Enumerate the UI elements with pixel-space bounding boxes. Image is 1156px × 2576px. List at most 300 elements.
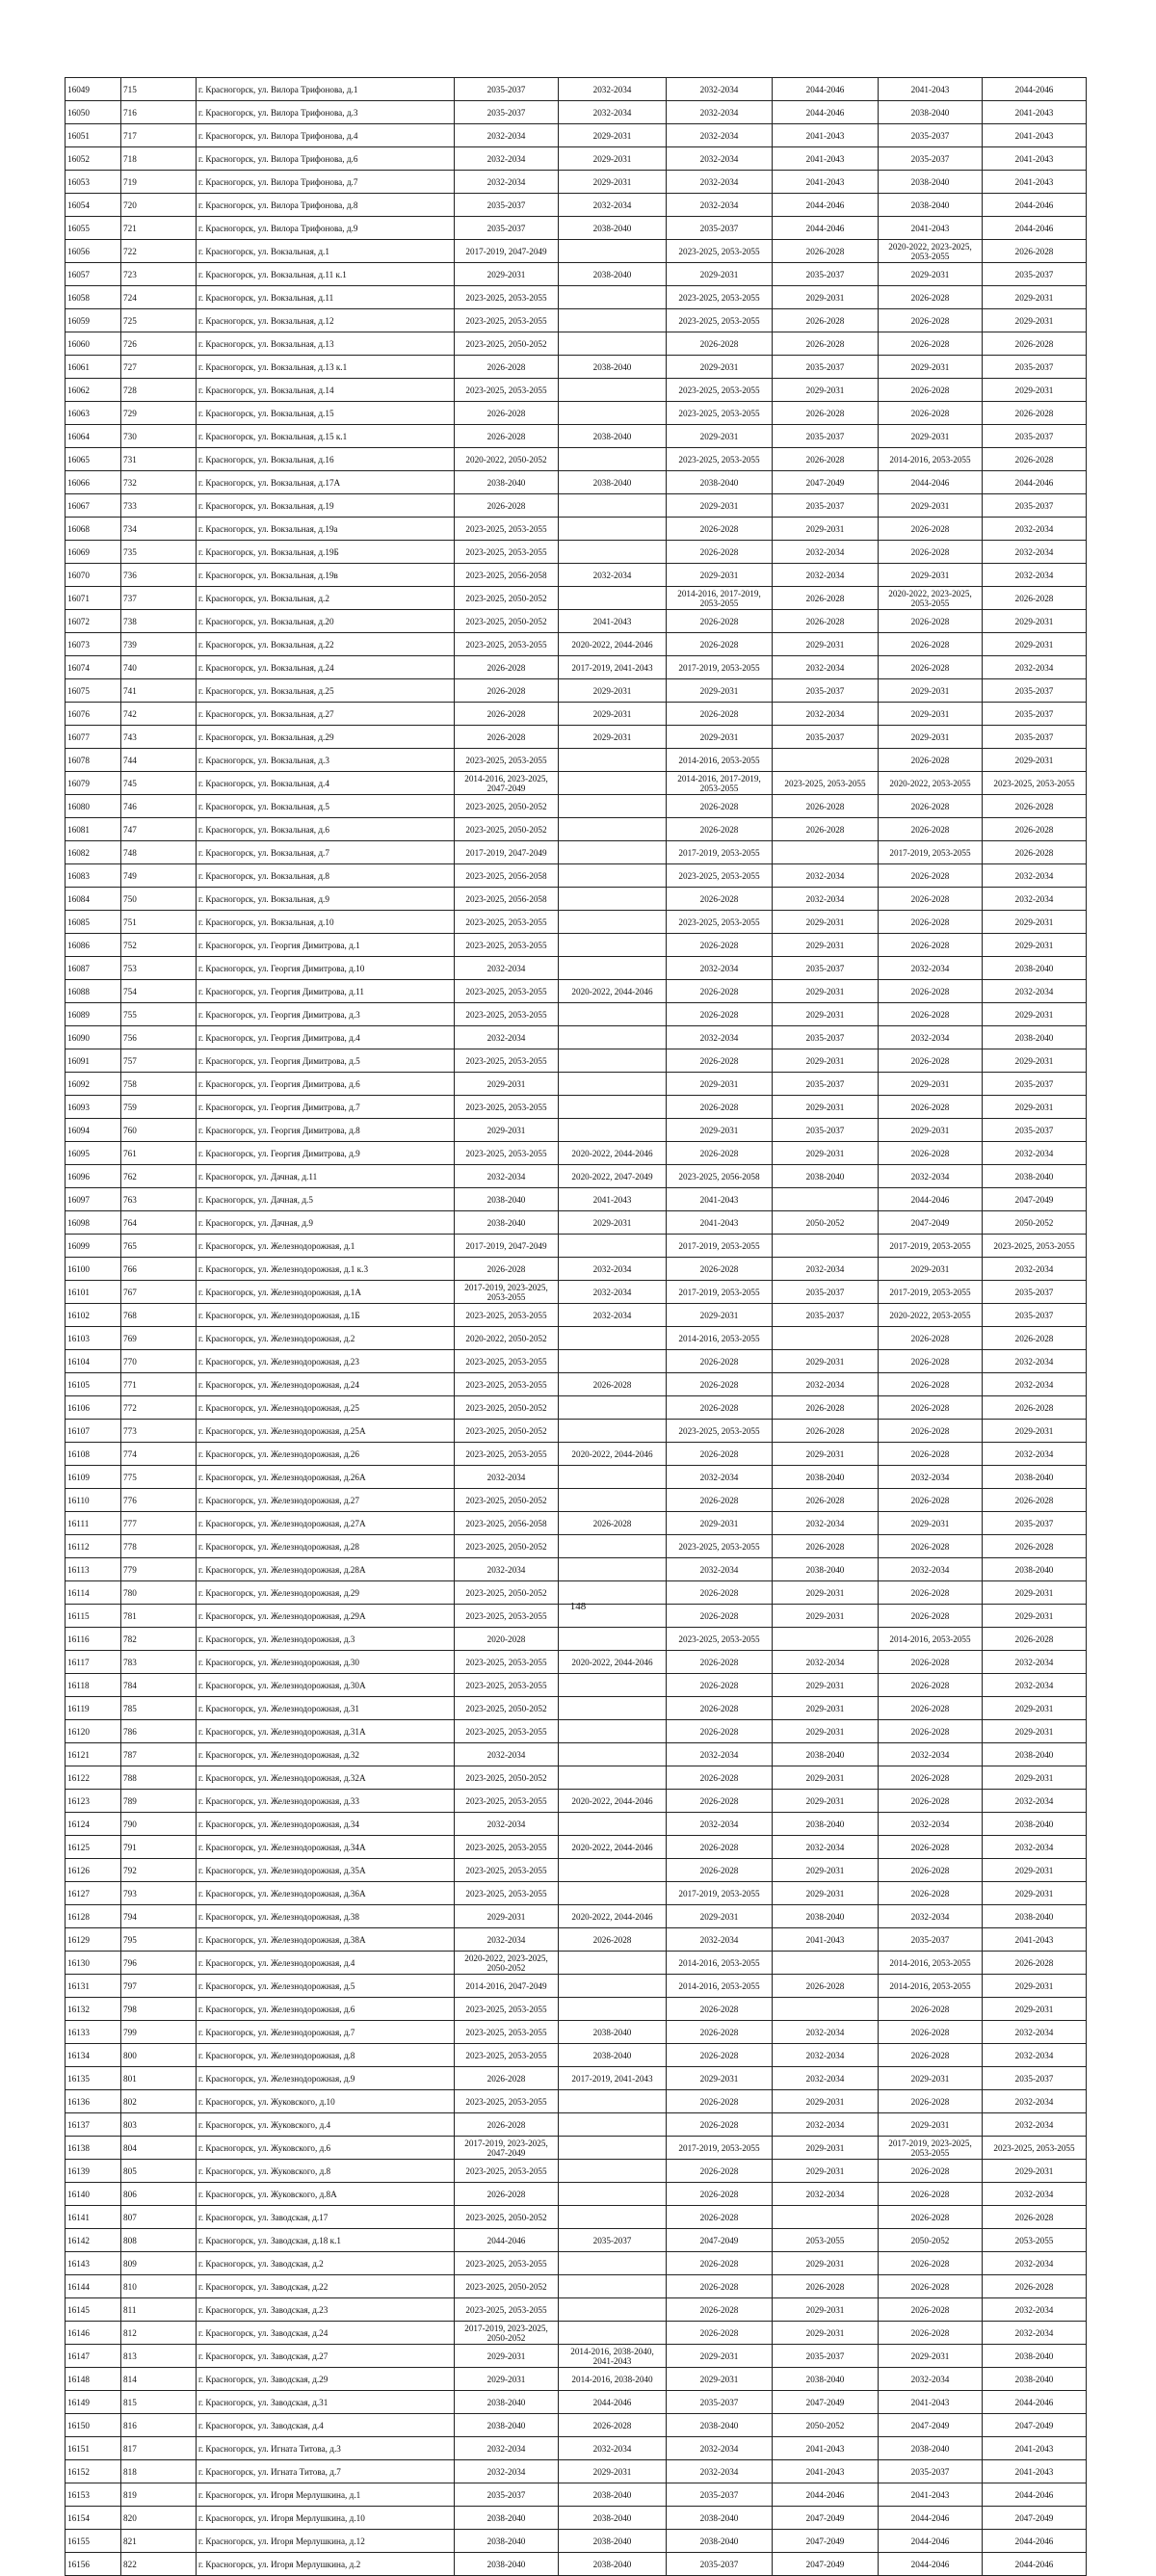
table-row	[66, 587, 1087, 610]
row-id-cell: 16140	[66, 2183, 121, 2206]
period-cell-4: 2032-2034	[773, 864, 879, 888]
table-row	[66, 2437, 1087, 2460]
table-row	[66, 471, 1087, 494]
row-id-cell: 16086	[66, 934, 121, 957]
period-cell-1: 2032-2034	[455, 1928, 559, 1952]
period-cell-3: 2026-2028	[667, 633, 773, 656]
period-cell-4: 2029-2031	[773, 1581, 879, 1605]
period-cell-2: 2029-2031	[559, 679, 667, 703]
period-cell-2	[559, 1327, 667, 1350]
period-cell-6: 2026-2028	[983, 795, 1087, 818]
address-cell: г. Красногорск, ул. Железнодорожная, д.34	[197, 1813, 455, 1836]
address-cell: г. Красногорск, ул. Железнодорожная, д.1А	[197, 1281, 455, 1304]
item-number-cell: 754	[121, 980, 197, 1003]
address-cell: г. Красногорск, ул. Железнодорожная, д.1Б	[197, 1304, 455, 1327]
row-id-cell: 16074	[66, 656, 121, 679]
period-cell-1: 2032-2034	[455, 1026, 559, 1049]
period-cell-6: 2029-2031	[983, 2160, 1087, 2183]
period-cell-1: 2023-2025, 2053-2055	[455, 309, 559, 332]
period-cell-6: 2029-2031	[983, 1998, 1087, 2021]
address-cell: г. Красногорск, ул. Вокзальная, д.12	[197, 309, 455, 332]
period-cell-1: 2017-2019, 2047-2049	[455, 841, 559, 864]
period-cell-4: 2041-2043	[773, 124, 879, 147]
table-row	[66, 1119, 1087, 1142]
period-cell-2	[559, 1674, 667, 1697]
period-cell-6: 2032-2034	[983, 2322, 1087, 2345]
address-cell: г. Красногорск, ул. Георгия Димитрова, д.1	[197, 934, 455, 957]
period-cell-2: 2038-2040	[559, 425, 667, 448]
period-cell-1: 2023-2025, 2050-2052	[455, 795, 559, 818]
period-cell-6: 2041-2043	[983, 171, 1087, 194]
period-cell-1: 2020-2022, 2050-2052	[455, 448, 559, 471]
row-id-cell: 16127	[66, 1882, 121, 1905]
item-number-cell: 747	[121, 818, 197, 841]
period-cell-6: 2032-2034	[983, 2183, 1087, 2206]
period-cell-1: 2029-2031	[455, 2345, 559, 2368]
address-cell: г. Красногорск, ул. Дачная, д.9	[197, 1211, 455, 1235]
row-id-cell: 16118	[66, 1674, 121, 1697]
period-cell-1: 2032-2034	[455, 124, 559, 147]
period-cell-1: 2023-2025, 2053-2055	[455, 1998, 559, 2021]
row-id-cell: 16125	[66, 1836, 121, 1859]
period-cell-3: 2026-2028	[667, 2275, 773, 2298]
item-number-cell: 719	[121, 171, 197, 194]
table-row	[66, 1281, 1087, 1304]
period-cell-4: 2038-2040	[773, 1165, 879, 1188]
period-cell-1: 2023-2025, 2053-2055	[455, 1790, 559, 1813]
row-id-cell: 16056	[66, 240, 121, 263]
period-cell-6: 2026-2028	[983, 1396, 1087, 1420]
period-cell-2: 2038-2040	[559, 356, 667, 379]
table-row	[66, 1466, 1087, 1489]
period-cell-6: 2032-2034	[983, 2298, 1087, 2322]
period-cell-5: 2026-2028	[879, 1674, 983, 1697]
period-cell-2: 2038-2040	[559, 2553, 667, 2576]
table-row	[66, 864, 1087, 888]
period-cell-1: 2023-2025, 2053-2055	[455, 1443, 559, 1466]
item-number-cell: 764	[121, 1211, 197, 1235]
period-cell-3: 2026-2028	[667, 1581, 773, 1605]
row-id-cell: 16145	[66, 2298, 121, 2322]
item-number-cell: 799	[121, 2021, 197, 2044]
row-id-cell: 16066	[66, 471, 121, 494]
period-cell-1: 2029-2031	[455, 1073, 559, 1096]
period-cell-2: 2032-2034	[559, 1281, 667, 1304]
period-cell-5: 2041-2043	[879, 78, 983, 101]
period-cell-5: 2035-2037	[879, 1928, 983, 1952]
period-cell-4: 2026-2028	[773, 1535, 879, 1558]
period-cell-6: 2032-2034	[983, 1258, 1087, 1281]
row-id-cell: 16098	[66, 1211, 121, 1235]
period-cell-2	[559, 1235, 667, 1258]
item-number-cell: 723	[121, 263, 197, 286]
period-cell-6: 2032-2034	[983, 1790, 1087, 1813]
address-cell: г. Красногорск, ул. Вилора Трифонова, д.1	[197, 78, 455, 101]
period-cell-4: 2029-2031	[773, 2160, 879, 2183]
address-cell: г. Красногорск, ул. Вокзальная, д.3	[197, 749, 455, 772]
period-cell-1: 2023-2025, 2053-2055	[455, 541, 559, 564]
period-cell-3: 2029-2031	[667, 356, 773, 379]
period-cell-6: 2032-2034	[983, 1836, 1087, 1859]
period-cell-5: 2032-2034	[879, 1905, 983, 1928]
period-cell-4: 2029-2031	[773, 1003, 879, 1026]
period-cell-4: 2026-2028	[773, 818, 879, 841]
period-cell-2: 2038-2040	[559, 2044, 667, 2067]
row-id-cell: 16110	[66, 1489, 121, 1512]
address-cell: г. Красногорск, ул. Жуковского, д.6	[197, 2137, 455, 2160]
period-cell-5: 2026-2028	[879, 1420, 983, 1443]
period-cell-6: 2047-2049	[983, 1188, 1087, 1211]
period-cell-3: 2032-2034	[667, 1026, 773, 1049]
period-cell-1: 2032-2034	[455, 147, 559, 171]
row-id-cell: 16156	[66, 2553, 121, 2576]
period-cell-5: 2026-2028	[879, 1697, 983, 1720]
period-cell-4: 2041-2043	[773, 2437, 879, 2460]
period-cell-2	[559, 2252, 667, 2275]
item-number-cell: 756	[121, 1026, 197, 1049]
period-cell-5: 2026-2028	[879, 2044, 983, 2067]
period-cell-4: 2029-2031	[773, 1859, 879, 1882]
period-cell-2	[559, 888, 667, 911]
period-cell-3: 2029-2031	[667, 2345, 773, 2368]
period-cell-4: 2029-2031	[773, 1049, 879, 1073]
period-cell-3: 2026-2028	[667, 610, 773, 633]
table-row	[66, 564, 1087, 587]
item-number-cell: 792	[121, 1859, 197, 1882]
period-cell-2	[559, 518, 667, 541]
period-cell-5: 2026-2028	[879, 911, 983, 934]
table-row	[66, 888, 1087, 911]
period-cell-5: 2026-2028	[879, 610, 983, 633]
period-cell-1: 2023-2025, 2056-2058	[455, 564, 559, 587]
address-cell: г. Красногорск, ул. Железнодорожная, д.27А	[197, 1512, 455, 1535]
period-cell-3: 2026-2028	[667, 518, 773, 541]
period-cell-2	[559, 1998, 667, 2021]
address-cell: г. Красногорск, ул. Железнодорожная, д.31	[197, 1697, 455, 1720]
period-cell-4: 2029-2031	[773, 2137, 879, 2160]
table-row	[66, 1258, 1087, 1281]
period-cell-2: 2020-2022, 2044-2046	[559, 633, 667, 656]
row-id-cell: 16103	[66, 1327, 121, 1350]
item-number-cell: 820	[121, 2507, 197, 2530]
table-row	[66, 2460, 1087, 2483]
item-number-cell: 717	[121, 124, 197, 147]
period-cell-2: 2014-2016, 2038-2040	[559, 2368, 667, 2391]
address-cell: г. Красногорск, ул. Вокзальная, д.20	[197, 610, 455, 633]
table-row	[66, 1350, 1087, 1373]
item-number-cell: 762	[121, 1165, 197, 1188]
period-cell-4: 2041-2043	[773, 1928, 879, 1952]
address-cell: г. Красногорск, ул. Жуковского, д.10	[197, 2090, 455, 2113]
period-cell-4: 2047-2049	[773, 2391, 879, 2414]
table-row	[66, 2368, 1087, 2391]
address-cell: г. Красногорск, ул. Заводская, д.22	[197, 2275, 455, 2298]
period-cell-4	[773, 841, 879, 864]
table-row	[66, 2067, 1087, 2090]
period-cell-3: 2026-2028	[667, 2160, 773, 2183]
row-id-cell: 16122	[66, 1766, 121, 1790]
table-row	[66, 1975, 1087, 1998]
address-cell: г. Красногорск, ул. Железнодорожная, д.31А	[197, 1720, 455, 1743]
item-number-cell: 805	[121, 2160, 197, 2183]
address-cell: г. Красногорск, ул. Железнодорожная, д.38	[197, 1905, 455, 1928]
table-row	[66, 309, 1087, 332]
period-cell-5: 2026-2028	[879, 2206, 983, 2229]
period-cell-2: 2020-2022, 2044-2046	[559, 1142, 667, 1165]
table-row	[66, 980, 1087, 1003]
period-cell-3: 2029-2031	[667, 1905, 773, 1928]
row-id-cell: 16051	[66, 124, 121, 147]
period-cell-2	[559, 1489, 667, 1512]
period-cell-6: 2032-2034	[983, 564, 1087, 587]
item-number-cell: 783	[121, 1651, 197, 1674]
period-cell-5: 2014-2016, 2053-2055	[879, 448, 983, 471]
item-number-cell: 773	[121, 1420, 197, 1443]
period-cell-5: 2029-2031	[879, 1073, 983, 1096]
row-id-cell: 16149	[66, 2391, 121, 2414]
period-cell-6: 2029-2031	[983, 1882, 1087, 1905]
row-id-cell: 16096	[66, 1165, 121, 1188]
table-row	[66, 703, 1087, 726]
address-cell: г. Красногорск, ул. Железнодорожная, д.32А	[197, 1766, 455, 1790]
period-cell-5: 2014-2016, 2053-2055	[879, 1975, 983, 1998]
row-id-cell: 16099	[66, 1235, 121, 1258]
item-number-cell: 758	[121, 1073, 197, 1096]
period-cell-4: 2035-2037	[773, 1119, 879, 1142]
period-cell-1: 2026-2028	[455, 494, 559, 518]
period-cell-3: 2017-2019, 2053-2055	[667, 1281, 773, 1304]
address-cell: г. Красногорск, ул. Георгия Димитрова, д.4	[197, 1026, 455, 1049]
period-cell-5: 2026-2028	[879, 1836, 983, 1859]
table-row	[66, 1628, 1087, 1651]
period-cell-2	[559, 957, 667, 980]
row-id-cell: 16132	[66, 1998, 121, 2021]
item-number-cell: 777	[121, 1512, 197, 1535]
row-id-cell: 16116	[66, 1628, 121, 1651]
address-cell: г. Красногорск, ул. Вилора Трифонова, д.9	[197, 217, 455, 240]
period-cell-1: 2023-2025, 2053-2055	[455, 286, 559, 309]
row-id-cell: 16150	[66, 2414, 121, 2437]
period-cell-3: 2029-2031	[667, 2067, 773, 2090]
period-cell-2	[559, 1813, 667, 1836]
row-id-cell: 16062	[66, 379, 121, 402]
period-cell-6: 2026-2028	[983, 2206, 1087, 2229]
table-row	[66, 1188, 1087, 1211]
item-number-cell: 715	[121, 78, 197, 101]
period-cell-6: 2029-2031	[983, 379, 1087, 402]
address-cell: г. Красногорск, ул. Железнодорожная, д.28	[197, 1535, 455, 1558]
row-id-cell: 16087	[66, 957, 121, 980]
period-cell-4: 2029-2031	[773, 379, 879, 402]
period-cell-6: 2032-2034	[983, 656, 1087, 679]
period-cell-5: 2026-2028	[879, 1350, 983, 1373]
period-cell-3: 2029-2031	[667, 1119, 773, 1142]
period-cell-3: 2026-2028	[667, 1003, 773, 1026]
table-row	[66, 1882, 1087, 1905]
address-cell: г. Красногорск, ул. Вокзальная, д.24	[197, 656, 455, 679]
period-cell-3: 2023-2025, 2053-2055	[667, 240, 773, 263]
period-cell-1: 2026-2028	[455, 656, 559, 679]
period-cell-1: 2032-2034	[455, 1558, 559, 1581]
period-cell-3: 2014-2016, 2017-2019, 2053-2055	[667, 587, 773, 610]
period-cell-3: 2023-2025, 2056-2058	[667, 1165, 773, 1188]
period-cell-5: 2041-2043	[879, 217, 983, 240]
address-cell: г. Красногорск, ул. Вокзальная, д.8	[197, 864, 455, 888]
period-cell-2: 2032-2034	[559, 2437, 667, 2460]
period-cell-5: 2026-2028	[879, 1443, 983, 1466]
period-cell-3: 2023-2025, 2053-2055	[667, 1628, 773, 1651]
period-cell-6: 2044-2046	[983, 2483, 1087, 2507]
period-cell-4: 2044-2046	[773, 101, 879, 124]
period-cell-5: 2014-2016, 2053-2055	[879, 1952, 983, 1975]
row-id-cell: 16106	[66, 1396, 121, 1420]
period-cell-3: 2026-2028	[667, 888, 773, 911]
period-cell-3: 2023-2025, 2053-2055	[667, 864, 773, 888]
period-cell-3: 2026-2028	[667, 980, 773, 1003]
period-cell-6: 2035-2037	[983, 1281, 1087, 1304]
period-cell-5: 2026-2028	[879, 309, 983, 332]
address-cell: г. Красногорск, ул. Железнодорожная, д.7	[197, 2021, 455, 2044]
period-cell-1: 2026-2028	[455, 356, 559, 379]
address-cell: г. Красногорск, ул. Железнодорожная, д.38А	[197, 1928, 455, 1952]
table-row	[66, 1720, 1087, 1743]
period-cell-4: 2035-2037	[773, 356, 879, 379]
table-row	[66, 1142, 1087, 1165]
period-cell-6: 2035-2037	[983, 703, 1087, 726]
address-cell: г. Красногорск, ул. Железнодорожная, д.30	[197, 1651, 455, 1674]
period-cell-3: 2032-2034	[667, 1466, 773, 1489]
period-cell-1: 2026-2028	[455, 2113, 559, 2137]
table-row	[66, 2160, 1087, 2183]
row-id-cell: 16078	[66, 749, 121, 772]
address-cell: г. Красногорск, ул. Железнодорожная, д.25А	[197, 1420, 455, 1443]
period-cell-6: 2026-2028	[983, 332, 1087, 356]
address-cell: г. Красногорск, ул. Вилора Трифонова, д.4	[197, 124, 455, 147]
row-id-cell: 16152	[66, 2460, 121, 2483]
period-cell-1: 2029-2031	[455, 1905, 559, 1928]
period-cell-3: 2026-2028	[667, 1836, 773, 1859]
item-number-cell: 818	[121, 2460, 197, 2483]
period-cell-6: 2032-2034	[983, 2113, 1087, 2137]
period-cell-6: 2032-2034	[983, 1350, 1087, 1373]
row-id-cell: 16082	[66, 841, 121, 864]
item-number-cell: 752	[121, 934, 197, 957]
period-cell-5: 2029-2031	[879, 726, 983, 749]
period-cell-5: 2029-2031	[879, 1258, 983, 1281]
row-id-cell: 16109	[66, 1466, 121, 1489]
address-cell: г. Красногорск, ул. Железнодорожная, д.26А	[197, 1466, 455, 1489]
period-cell-2: 2020-2022, 2044-2046	[559, 1905, 667, 1928]
address-cell: г. Красногорск, ул. Железнодорожная, д.24	[197, 1373, 455, 1396]
period-cell-2	[559, 541, 667, 564]
period-cell-6: 2029-2031	[983, 1975, 1087, 1998]
period-cell-1: 2023-2025, 2050-2052	[455, 1489, 559, 1512]
period-cell-6: 2029-2031	[983, 1003, 1087, 1026]
table-row	[66, 1743, 1087, 1766]
address-cell: г. Красногорск, ул. Заводская, д.27	[197, 2345, 455, 2368]
table-row	[66, 656, 1087, 679]
period-cell-4: 2035-2037	[773, 263, 879, 286]
address-cell: г. Красногорск, ул. Вокзальная, д.17А	[197, 471, 455, 494]
period-cell-1: 2032-2034	[455, 1813, 559, 1836]
address-cell: г. Красногорск, ул. Железнодорожная, д.23	[197, 1350, 455, 1373]
period-cell-4	[773, 1998, 879, 2021]
row-id-cell: 16119	[66, 1697, 121, 1720]
period-cell-4: 2047-2049	[773, 471, 879, 494]
row-id-cell: 16097	[66, 1188, 121, 1211]
period-cell-6: 2026-2028	[983, 587, 1087, 610]
row-id-cell: 16064	[66, 425, 121, 448]
row-id-cell: 16117	[66, 1651, 121, 1674]
period-cell-4: 2038-2040	[773, 2368, 879, 2391]
item-number-cell: 791	[121, 1836, 197, 1859]
address-cell: г. Красногорск, ул. Железнодорожная, д.33	[197, 1790, 455, 1813]
period-cell-5: 2026-2028	[879, 1998, 983, 2021]
row-id-cell: 16135	[66, 2067, 121, 2090]
row-id-cell: 16112	[66, 1535, 121, 1558]
item-number-cell: 757	[121, 1049, 197, 1073]
period-cell-2	[559, 2275, 667, 2298]
item-number-cell: 817	[121, 2437, 197, 2460]
period-cell-1: 2023-2025, 2053-2055	[455, 1651, 559, 1674]
period-cell-4: 2032-2034	[773, 2044, 879, 2067]
period-cell-3: 2026-2028	[667, 2252, 773, 2275]
period-cell-6: 2035-2037	[983, 1304, 1087, 1327]
period-cell-3: 2038-2040	[667, 2414, 773, 2437]
period-cell-5: 2026-2028	[879, 1396, 983, 1420]
address-cell: г. Красногорск, ул. Вокзальная, д.10	[197, 911, 455, 934]
address-cell: г. Красногорск, ул. Вокзальная, д.25	[197, 679, 455, 703]
address-cell: г. Красногорск, ул. Вилора Трифонова, д.7	[197, 171, 455, 194]
item-number-cell: 782	[121, 1628, 197, 1651]
period-cell-1: 2023-2025, 2053-2055	[455, 1882, 559, 1905]
address-cell: г. Красногорск, ул. Жуковского, д.8	[197, 2160, 455, 2183]
period-cell-4: 2044-2046	[773, 194, 879, 217]
period-cell-3: 2014-2016, 2053-2055	[667, 1975, 773, 1998]
row-id-cell: 16075	[66, 679, 121, 703]
period-cell-4: 2041-2043	[773, 171, 879, 194]
period-cell-6: 2044-2046	[983, 217, 1087, 240]
period-cell-5: 2020-2022, 2023-2025, 2053-2055	[879, 240, 983, 263]
item-number-cell: 793	[121, 1882, 197, 1905]
address-cell: г. Красногорск, ул. Заводская, д.23	[197, 2298, 455, 2322]
period-cell-2: 2017-2019, 2041-2043	[559, 656, 667, 679]
address-cell: г. Красногорск, ул. Георгия Димитрова, д.11	[197, 980, 455, 1003]
period-cell-2: 2041-2043	[559, 610, 667, 633]
period-cell-6: 2029-2031	[983, 1766, 1087, 1790]
period-cell-4: 2029-2031	[773, 2090, 879, 2113]
item-number-cell: 819	[121, 2483, 197, 2507]
period-cell-4: 2032-2034	[773, 1651, 879, 1674]
item-number-cell: 788	[121, 1766, 197, 1790]
period-cell-4	[773, 1628, 879, 1651]
period-cell-1: 2023-2025, 2053-2055	[455, 934, 559, 957]
period-cell-5: 2032-2034	[879, 1026, 983, 1049]
table-row	[66, 1836, 1087, 1859]
address-cell: г. Красногорск, ул. Заводская, д.18 к.1	[197, 2229, 455, 2252]
address-cell: г. Красногорск, ул. Вокзальная, д.11 к.1	[197, 263, 455, 286]
period-cell-3: 2017-2019, 2053-2055	[667, 2137, 773, 2160]
period-cell-2	[559, 1350, 667, 1373]
period-cell-6: 2038-2040	[983, 1813, 1087, 1836]
table-row	[66, 2298, 1087, 2322]
period-cell-6: 2032-2034	[983, 1674, 1087, 1697]
period-cell-6: 2029-2031	[983, 1605, 1087, 1628]
item-number-cell: 725	[121, 309, 197, 332]
period-cell-2	[559, 2090, 667, 2113]
period-cell-4: 2035-2037	[773, 425, 879, 448]
period-cell-4: 2029-2031	[773, 1350, 879, 1373]
